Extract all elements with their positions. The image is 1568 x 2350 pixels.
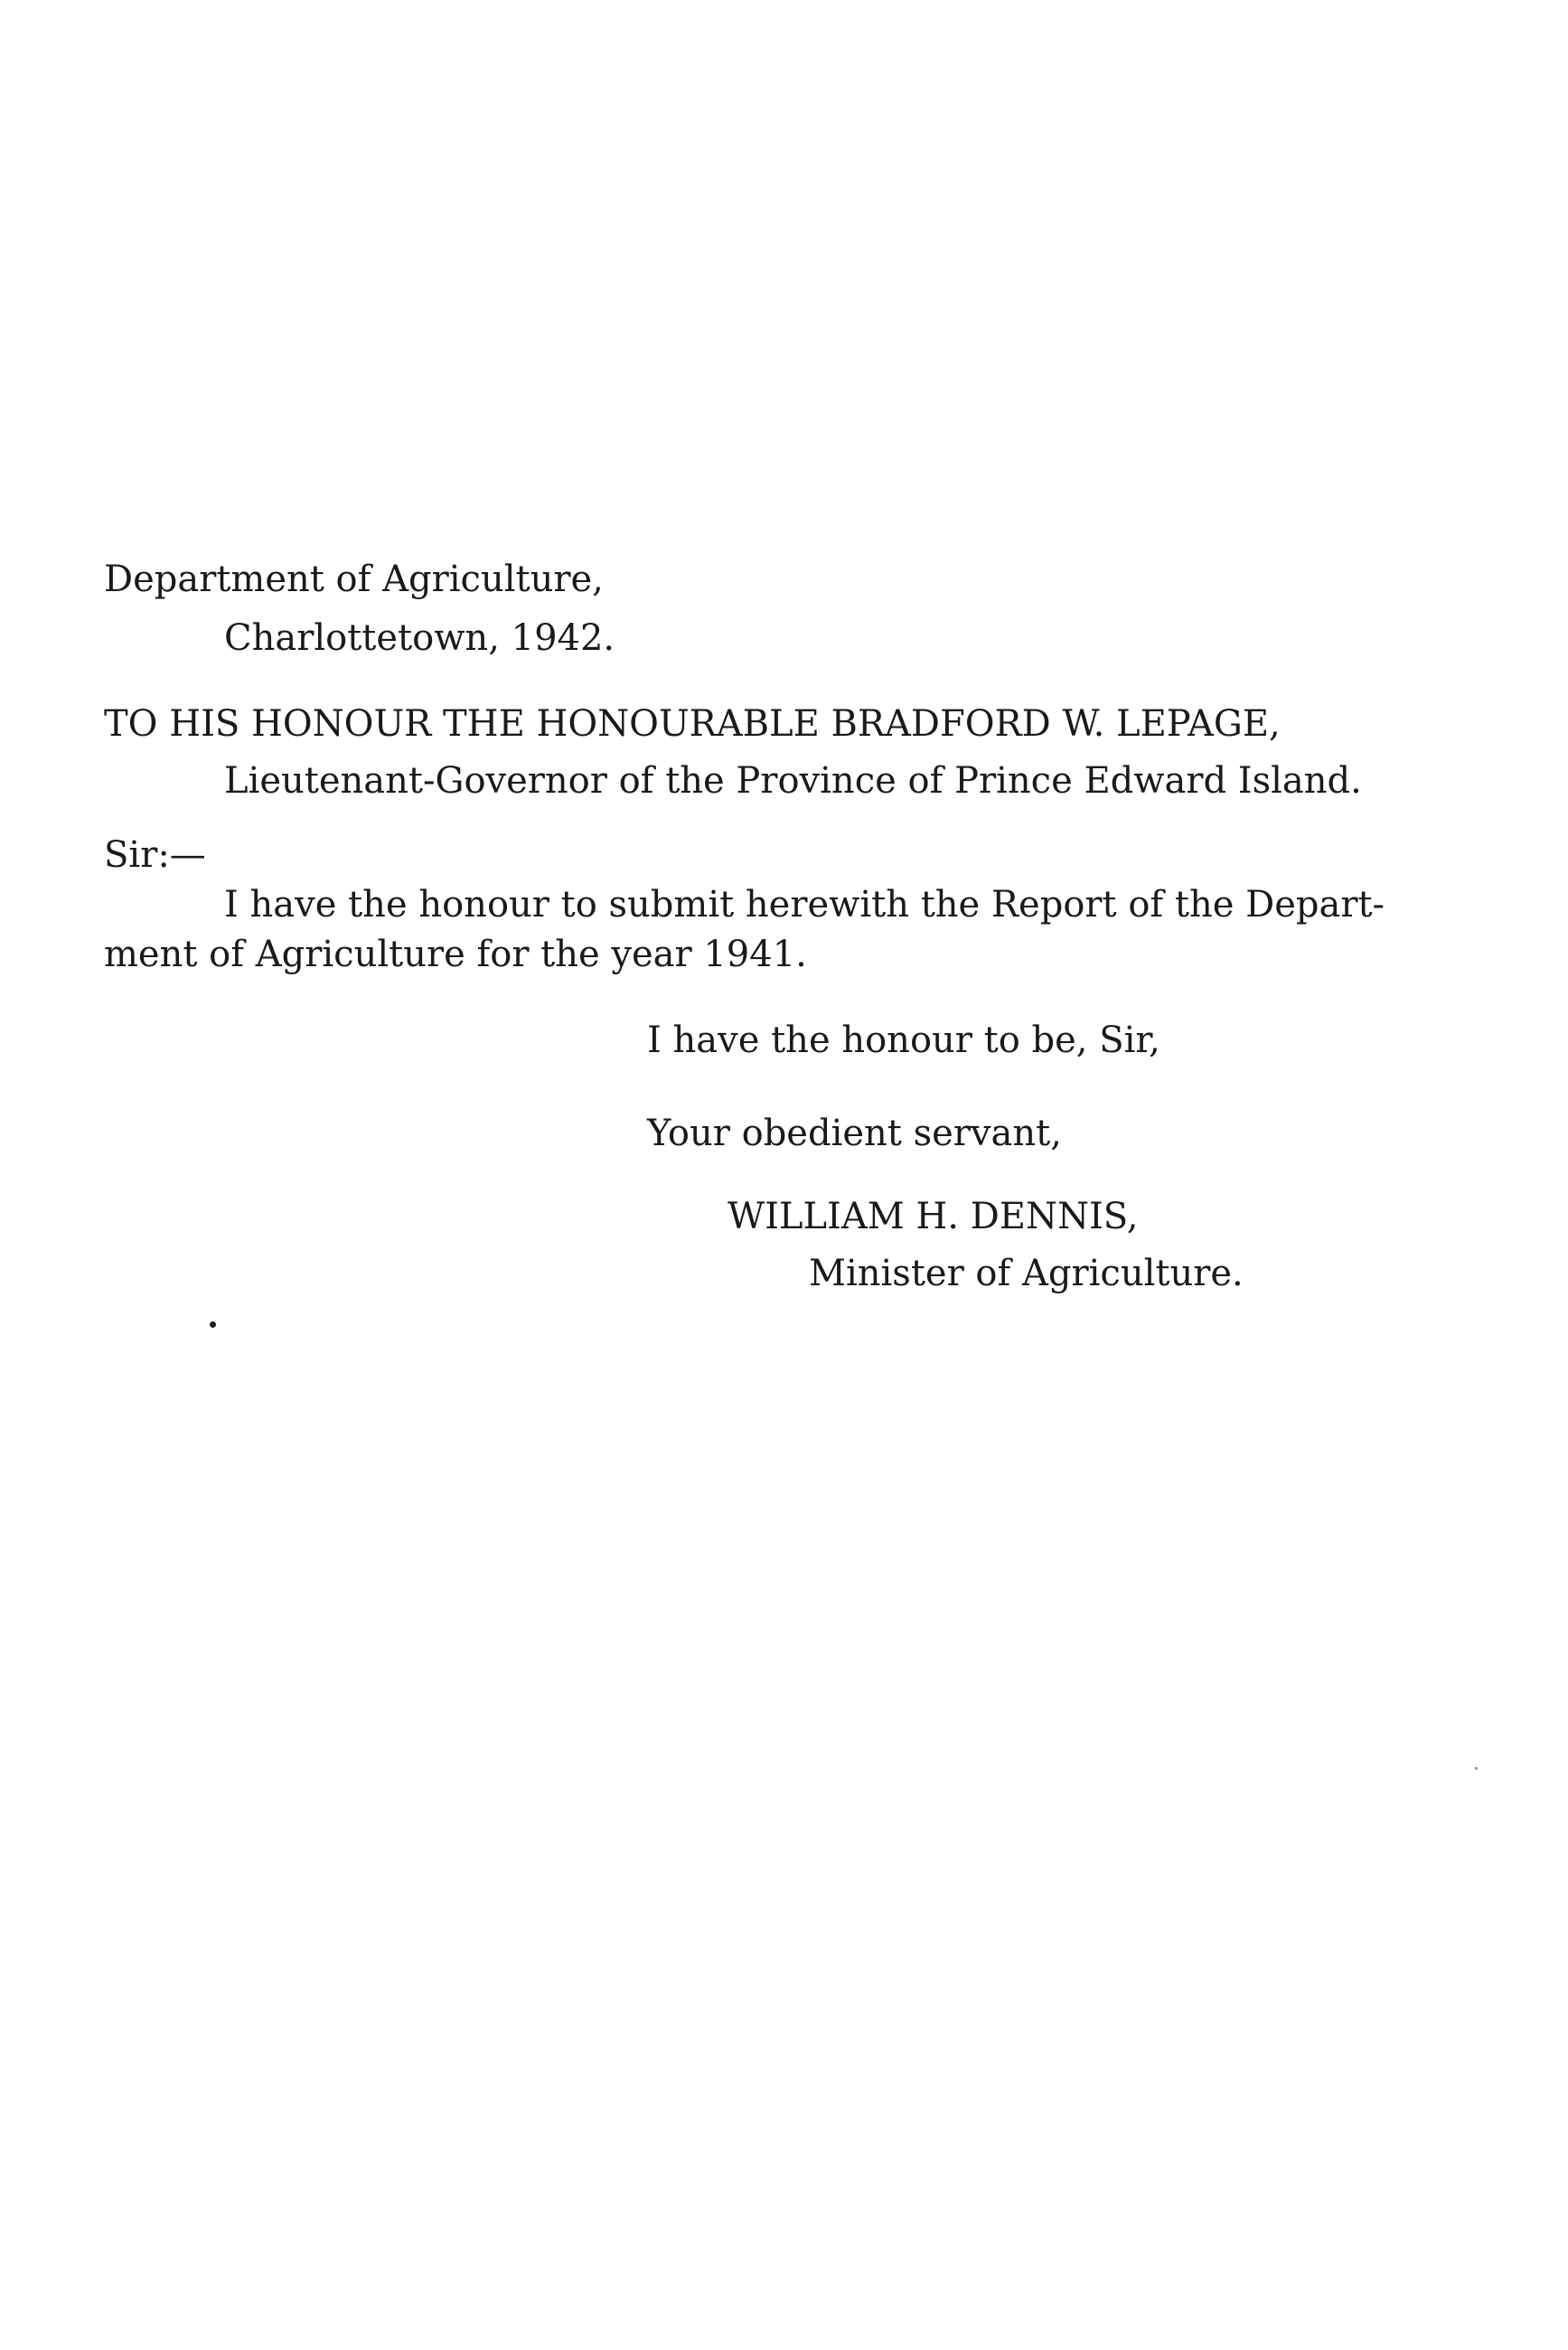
recipient-title-line: Lieutenant-Governor of the Province of Prince Edward Island. (224, 760, 1362, 802)
signature-title: Minister of Agriculture. (809, 1253, 1244, 1294)
closing-line-2: Your obedient servant, (647, 1113, 1062, 1154)
sender-department: Department of Agriculture, (104, 559, 604, 600)
body-line-1: I have the honour to submit herewith the Report of the Depart- (224, 884, 1385, 926)
recipient-address-line: TO HIS HONOUR THE HONOURABLE BRADFORD W. LEPAGE, (104, 703, 1281, 745)
body-line-2: ment of Agriculture for the year 1941. (104, 934, 807, 975)
sender-place-date: Charlottetown, 1942. (224, 617, 615, 659)
signature-name: WILLIAM H. DENNIS, (728, 1196, 1139, 1237)
ink-dot (210, 1321, 216, 1328)
paper-speck (1475, 1767, 1478, 1770)
closing-line-1: I have the honour to be, Sir, (647, 1020, 1160, 1061)
salutation: Sir:— (104, 834, 206, 876)
